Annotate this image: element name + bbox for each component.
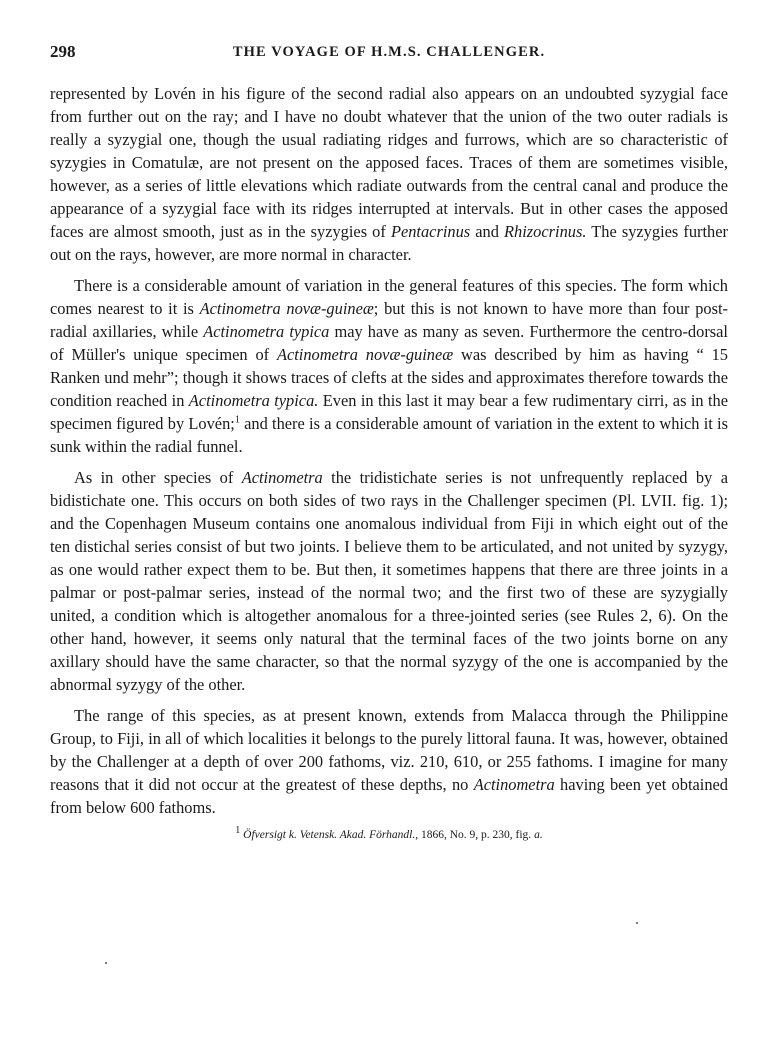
- text-run: ; but this is not known to have more than four post-radial axillaries, while: [50, 299, 728, 341]
- text-run: The syzygies further out on the rays, however, are more normal in character.: [50, 222, 728, 264]
- text-run: There is a considerable amount of variation in the general features of this species. The form which comes nearest to it is: [50, 276, 728, 318]
- italic-term: Actinometra typica.: [188, 391, 319, 410]
- text-run: may have as many as seven. Furthermore the centro-dorsal of Müller's unique specimen of: [50, 322, 728, 364]
- text-run: As in other species of: [74, 468, 242, 487]
- text-run: was described by him as having “ 15 Ranken und mehr”; though it shows traces of clefts at the sides and approximates therefore towards the condition reached in: [50, 345, 728, 410]
- paragraph-distichate-series: [50, 466, 728, 696]
- page: [50, 42, 728, 841]
- paragraph-loven-syzygies: [50, 82, 728, 266]
- text-run: and there is a considerable amount of variation in the extent to which it is sunk within the radial funnel.: [50, 414, 728, 456]
- print-speck: [105, 962, 107, 964]
- text-run: Even in this last it may bear a few rudimentary cirri, as in the specimen figured by Lovén;: [50, 391, 728, 433]
- page-number: 298: [50, 42, 76, 61]
- body-text: [50, 82, 728, 819]
- running-title: THE VOYAGE OF H.M.S. CHALLENGER.: [232, 44, 546, 60]
- footnote-fig-letter: a.: [534, 829, 543, 841]
- italic-term: Actinometra: [241, 468, 323, 487]
- text-run: represented by Lovén in his figure of the second radial also appears on an undoubted syzygial face from further out on the ray; and I have no doubt whatever that the union of the two outer radials is really a syzygial one, though the usual radiating ridges and furrows, which are so characteristic of syzygies in Comatulæ, are not present on the apposed faces. Traces of them are sometimes visible, however, as a series of little elevations which radiate outwards from the central canal and produce the appearance of a syzygial face with its ridges interrupted at intervals. But in other cases the apposed faces are almost smooth, just as in the syzygies of: [50, 84, 728, 241]
- footnote-marker: 1: [235, 825, 241, 837]
- paragraph-range: [50, 704, 728, 819]
- italic-term: Actinometra typica: [203, 322, 330, 341]
- italic-term: Actinometra novæ-guineæ: [199, 299, 374, 318]
- italic-term: Actinometra novæ-guineæ: [276, 345, 454, 364]
- print-speck: [636, 922, 638, 924]
- text-run: The range of this species, as at present known, extends from Malacca through the Philippine Group, to Fiji, in all of which localities it belongs to the purely littoral fauna. It was, however, obtained by the Challenger at a depth of over 200 fathoms, viz. 210, 610, or 255 fathoms. I imagine for many reasons that it did not occur at the greatest of these depths, no: [50, 706, 728, 794]
- footnote: [50, 825, 728, 841]
- text-run: having been yet obtained from below 600 fathoms.: [50, 775, 728, 817]
- text-run: the tridistichate series is not unfrequently replaced by a bidistichate one. This occurs on both sides of two rays in the Challenger specimen (Pl. LVII. fig. 1); and the Copenhagen Museum contains one anomalous individual from Fiji in which eight out of the ten distichal series consist of but two joints. I believe them to be articulated, and not united by syzygy, as one would rather expect them to be. But then, it sometimes happens that there are three joints in a palmar or post-palmar series, instead of the normal two; and the first two of these are syzygially united, a condition which is altogether anomalous for a three-jointed series (see Rules 2, 6). On the other hand, however, it seems only natural that the terminal faces of the two joints borne on any axillary should have the same character, so that the normal syzygy of the one is accompanied by the abnormal syzygy of the other.: [50, 468, 729, 694]
- paragraph-variation: [50, 274, 728, 458]
- running-head: [50, 42, 728, 68]
- italic-term: Rhizocrinus.: [504, 222, 587, 241]
- italic-term: Pentacrinus: [390, 222, 471, 241]
- footnote-details: 1866, No. 9, p. 230, fig.: [420, 829, 535, 841]
- text-run: and: [470, 222, 505, 241]
- footnote-ref: 1: [234, 414, 240, 426]
- footnote-citation: Öfversigt k. Vetensk. Akad. Förhandl.,: [243, 829, 419, 841]
- italic-term: Actinometra: [473, 775, 555, 794]
